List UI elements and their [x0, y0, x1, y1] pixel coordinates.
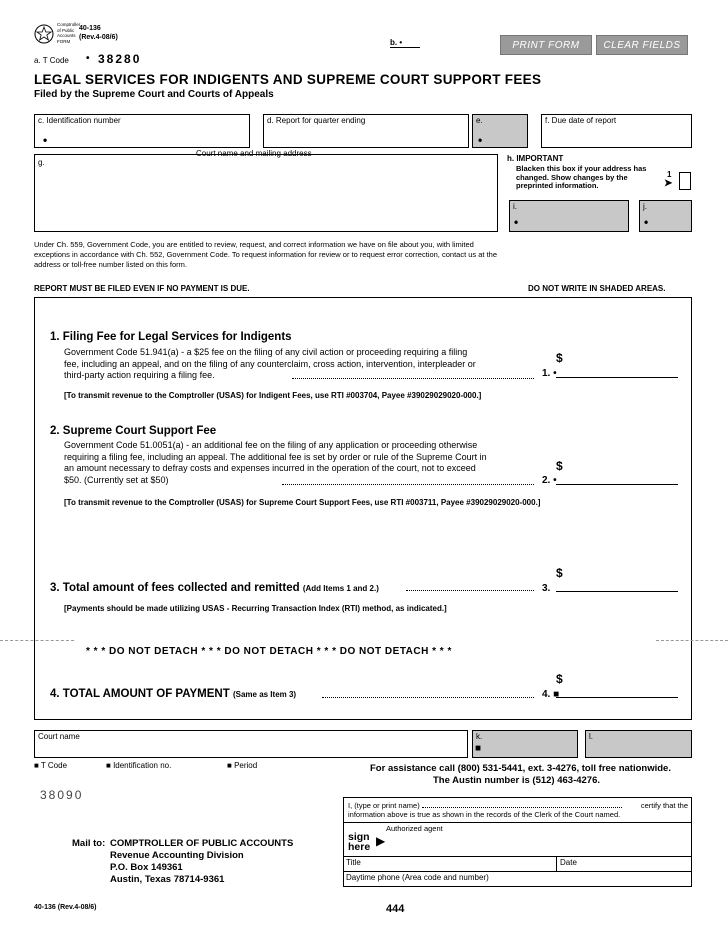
l-shaded-field [585, 730, 692, 758]
j-dot: • [644, 215, 649, 229]
cert-line-2: information above is true as shown in the records of the Clerk of the Court named. [348, 810, 621, 819]
auth-divider [343, 822, 692, 823]
stub-period-label: Period [234, 761, 258, 770]
mail-line-1: COMPTROLLER OF PUBLIC ACCOUNTS [110, 838, 294, 849]
stub-t-code: ■ T Code [34, 761, 68, 770]
mail-line-3: P.O. Box 149361 [110, 862, 183, 873]
payment-title-text: 4. TOTAL AMOUNT OF PAYMENT [50, 688, 230, 700]
h-important-label: h. IMPORTANT [507, 154, 564, 163]
title-date-divider [556, 856, 557, 872]
h-num: 1 [667, 170, 672, 179]
stub-court-name-label: Court name [38, 732, 80, 741]
form-subtitle: Filed by the Supreme Court and Courts of Appeals [34, 89, 274, 100]
no-write-notice: DO NOT WRITE IN SHADED AREAS. [528, 284, 666, 293]
payment-amount-field[interactable] [556, 697, 678, 698]
item-3-title [50, 582, 379, 594]
detach-line-right [656, 640, 728, 641]
payment-num-text: 4. [542, 689, 551, 700]
stub-court-name-field[interactable] [34, 730, 468, 758]
item-3-dollar: $ [556, 566, 563, 580]
footer-page-number: 444 [386, 903, 405, 915]
stub-t-code-label: T Code [40, 761, 68, 770]
h-arrow-icon: ➤ [664, 178, 673, 189]
stub-id-label: Identification no. [113, 761, 172, 770]
payment-title [50, 688, 296, 700]
item-3-note: [Payments should be made utilizing USAS - Recurring Transaction Index (RTI) method, as indicated.] [64, 604, 447, 613]
stub-period: ■ Period [227, 761, 258, 770]
agency-name: Comptroller of Public Accounts FORM [57, 22, 81, 44]
form-number: 40-136 [79, 25, 101, 32]
cert-tail: certify that the [640, 801, 688, 810]
sign-here-label [348, 832, 370, 852]
print-form-button[interactable]: PRINT FORM [500, 35, 592, 55]
stub-id: ■ Identification no. [106, 761, 172, 770]
c-label: c. Identification number [38, 116, 121, 125]
b-label-text: b. [390, 38, 398, 47]
k-shaded-field [472, 730, 578, 758]
item-2-amount-field[interactable] [556, 484, 678, 485]
item-2-title: 2. Supreme Court Support Fee [50, 425, 217, 437]
payment-num: 4. ■ [542, 689, 560, 700]
cert-lead: I, (type or print name) [348, 801, 420, 810]
f-due-date-field[interactable] [541, 114, 692, 148]
item-1-num-text: 1. [542, 368, 551, 379]
g-court-address-field[interactable] [34, 154, 498, 232]
e-label: e. [476, 116, 483, 125]
mail-line-2: Revenue Accounting Division [110, 850, 244, 861]
clear-fields-button[interactable]: CLEAR FIELDS [596, 35, 688, 55]
item-3-suffix: (Add Items 1 and 2.) [302, 584, 379, 593]
assistance-line-2: The Austin number is (512) 463-4276. [433, 775, 601, 786]
mail-address [110, 838, 293, 886]
item-3-leader [406, 590, 534, 591]
item-1-title: 1. Filing Fee for Legal Services for Indigents [50, 331, 292, 343]
payment-dollar: $ [556, 672, 563, 686]
e-dot: • [478, 133, 483, 147]
form-revision: (Rev.4-08/6) [79, 34, 118, 41]
f-label: f. Due date of report [545, 116, 617, 125]
j-label: j. [643, 202, 647, 211]
item-3-title-text: 3. Total amount of fees collected and remitted [50, 582, 300, 594]
item-1-dollar: $ [556, 351, 563, 365]
cert-line-1 [348, 801, 688, 810]
phone-row-divider [343, 871, 692, 872]
form-title: LEGAL SERVICES FOR INDIGENTS AND SUPREME COURT SUPPORT FEES [34, 72, 542, 87]
cert-name-field[interactable] [422, 807, 622, 808]
stub-code: 38090 [40, 788, 84, 802]
address-change-checkbox[interactable] [679, 172, 691, 190]
b-dot: • [399, 38, 403, 47]
item-2-dollar: $ [556, 459, 563, 473]
t-code-label: a. T Code [34, 56, 69, 65]
i-label: i. [513, 202, 517, 211]
mail-to-label: Mail to: [72, 838, 106, 849]
item-1-note: [To transmit revenue to the Comptroller (USAS) for Indigent Fees, use RTI #003704, Payee #39029029020-000.] [64, 391, 482, 400]
c-identification-field[interactable] [34, 114, 250, 148]
k-square: ■ [475, 743, 482, 754]
here-text: here [348, 841, 371, 853]
e-shaded-field [472, 114, 528, 148]
item-1-num: 1. • [542, 368, 557, 379]
assistance-line-1: For assistance call (800) 531-5441, ext. 3-4276, toll free nationwide. [370, 763, 671, 774]
sign-arrow-icon: ▶ [376, 834, 386, 848]
item-3-amount-field[interactable] [556, 591, 678, 592]
item-2-note: [To transmit revenue to the Comptroller (USAS) for Supreme Court Support Fees, use RTI #003711, Payee #39029029020-000.] [64, 498, 541, 507]
item-1-amount-field[interactable] [556, 377, 678, 378]
item-2-num-text: 2. [542, 475, 551, 486]
i-dot: • [514, 215, 519, 229]
phone-label: Daytime phone (Area code and number) [346, 873, 489, 882]
date-label: Date [560, 858, 577, 867]
b-field-line [390, 47, 420, 48]
sign-text: sign [348, 831, 370, 843]
b-label [390, 38, 402, 47]
item-1-body: Government Code 51.941(a) - a $25 fee on the filing of any civil action or proceeding requiring a filing fee, including an appeal, and on the filing of any counterclaim, cross action, intervention, interpleader or third-party action requiring a filing fee. [64, 347, 476, 380]
t-code-value: 38280 [98, 52, 142, 66]
k-label: k. [476, 732, 483, 741]
title-row-divider [343, 856, 692, 857]
comptroller-seal [34, 24, 54, 44]
c-dot: • [43, 133, 48, 147]
must-file-notice: REPORT MUST BE FILED EVEN IF NO PAYMENT IS DUE. [34, 284, 250, 293]
payment-leader [322, 697, 534, 698]
item-1-leader [292, 378, 534, 379]
detach-line-left [0, 640, 74, 641]
l-label: l. [589, 732, 593, 741]
mail-line-4: Austin, Texas 78714-9361 [110, 874, 225, 885]
h-important-text: Blacken this box if your address has changed. Show changes by the preprinted information. [516, 164, 647, 190]
court-address-label: Court name and mailing address [196, 149, 312, 158]
item-2-num: 2. • [542, 475, 557, 486]
g-label: g. [38, 158, 45, 167]
i-shaded-field [509, 200, 629, 232]
item-2-body: Government Code 51.0051(a) - an additional fee on the filing of any application or proceeding otherwise requiring a filing fee, including an appeal. The additional fee is set by order or rule of the Supreme Court in an amount necessary to defray costs and expenses incurred in the operation of the court, not to exceed $50. (Currently set at $50) [64, 440, 487, 485]
payment-suffix: (Same as Item 3) [232, 690, 297, 699]
signature-field[interactable] [390, 833, 690, 853]
t-code-dot: • [86, 53, 90, 64]
authorized-agent-label: Authorized agent [386, 824, 443, 833]
detach-warning: * * * DO NOT DETACH * * * DO NOT DETACH * * * DO NOT DETACH * * * [86, 646, 452, 657]
j-shaded-field [639, 200, 692, 232]
d-quarter-field[interactable] [263, 114, 469, 148]
footer-form-number: 40-136 (Rev.4-08/6) [34, 904, 97, 911]
title-label: Title [346, 858, 361, 867]
item-3-num: 3. [542, 583, 551, 594]
privacy-notice: Under Ch. 559, Government Code, you are entitled to review, request, and correct information we have on file about you, with limited exceptions in accordance with Ch. 552, Government Code. To request information for review or to request error correction, contact us at the address or toll-free number listed on this form. [34, 240, 498, 269]
item-2-leader [282, 484, 534, 485]
d-label: d. Report for quarter ending [267, 116, 366, 125]
